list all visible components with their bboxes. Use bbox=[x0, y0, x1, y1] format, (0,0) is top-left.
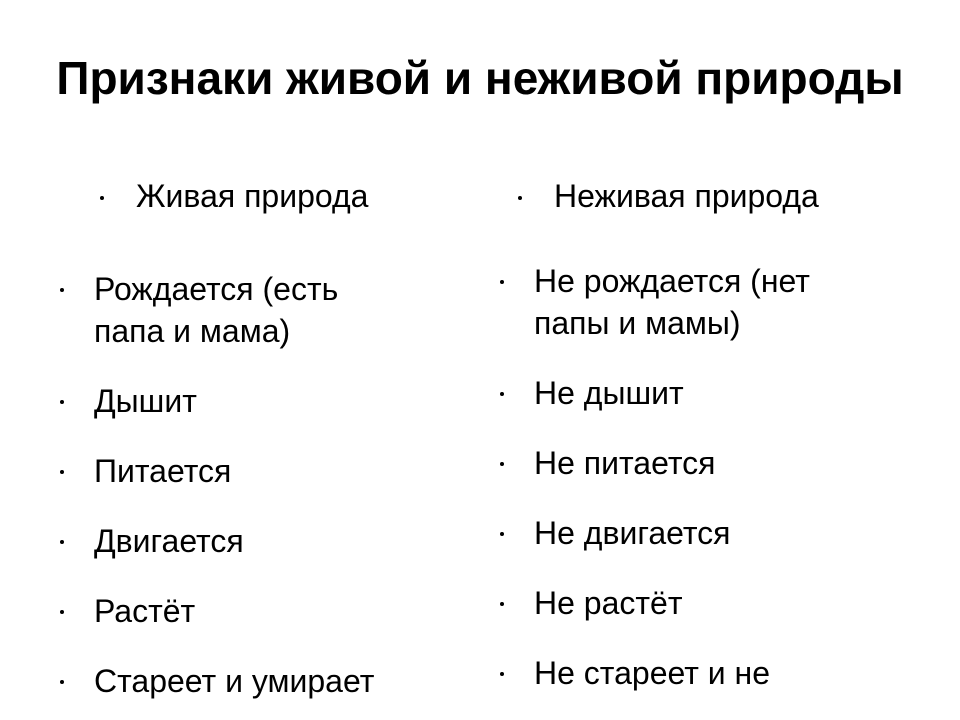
bullet-icon bbox=[60, 470, 64, 474]
list-item-text: Не двигается bbox=[534, 515, 731, 551]
bullet-icon bbox=[500, 672, 504, 676]
list-item bbox=[498, 372, 898, 414]
bullet-icon bbox=[60, 288, 64, 292]
list-item bbox=[498, 260, 874, 344]
bullet-icon bbox=[60, 610, 64, 614]
list-item bbox=[58, 520, 458, 562]
list-item bbox=[58, 590, 458, 632]
living-nature-list bbox=[58, 268, 458, 720]
list-item-text: Не растёт bbox=[534, 585, 683, 621]
bullet-icon bbox=[500, 532, 504, 536]
list-item bbox=[58, 380, 458, 422]
nonliving-nature-heading-label: Неживая природа bbox=[554, 178, 819, 214]
bullet-icon bbox=[60, 540, 64, 544]
bullet-icon bbox=[500, 602, 504, 606]
list-item bbox=[58, 450, 458, 492]
list-item bbox=[498, 652, 898, 694]
list-item bbox=[58, 660, 458, 702]
bullet-icon bbox=[60, 400, 64, 404]
bullet-icon bbox=[518, 196, 522, 200]
list-item-text: Растёт bbox=[94, 593, 196, 629]
list-item-text: Дышит bbox=[94, 383, 197, 419]
list-item-text: Двигается bbox=[94, 523, 244, 559]
list-item-text: Рождается (есть папа и мама) bbox=[94, 271, 339, 349]
list-item-text: Не рождается (нет папы и мамы) bbox=[534, 263, 810, 341]
nonliving-nature-list bbox=[498, 260, 898, 720]
list-item-text: Не стареет и не bbox=[534, 655, 770, 691]
list-item-text: Не питается bbox=[534, 445, 716, 481]
list-item bbox=[58, 268, 394, 352]
bullet-icon bbox=[500, 280, 504, 284]
living-nature-heading-label: Живая природа bbox=[136, 178, 369, 214]
bullet-icon bbox=[500, 462, 504, 466]
list-item bbox=[498, 582, 898, 624]
list-item bbox=[498, 512, 898, 554]
slide-title: Признаки живой и неживой природы bbox=[56, 52, 904, 104]
bullet-icon bbox=[500, 392, 504, 396]
bullet-icon bbox=[60, 680, 64, 684]
list-item-text: Стареет и умирает bbox=[94, 663, 375, 699]
list-item bbox=[498, 442, 898, 484]
bullet-icon bbox=[100, 196, 104, 200]
list-item-text: Не дышит bbox=[534, 375, 684, 411]
list-item-text: Питается bbox=[94, 453, 232, 489]
